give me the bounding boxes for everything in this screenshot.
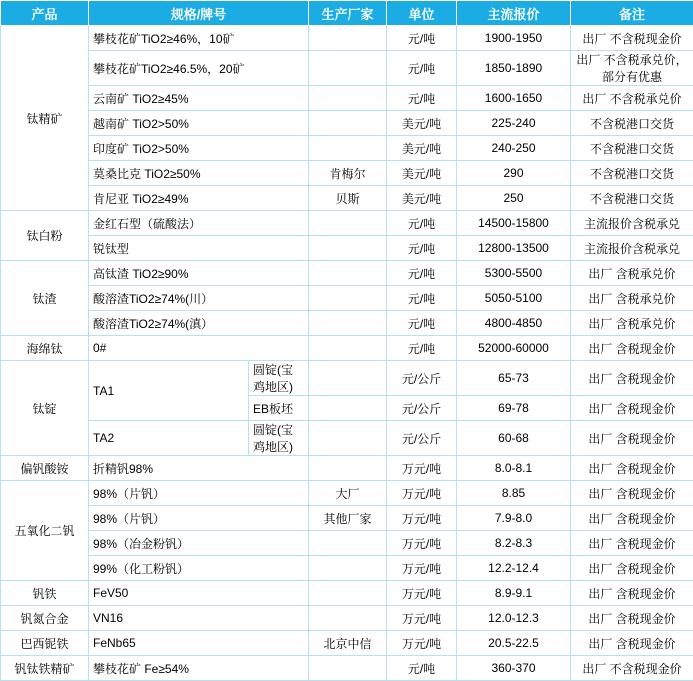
header-product: 产品: [1, 1, 89, 26]
spec-cell: TA2: [89, 421, 249, 456]
unit-cell: 元/公斤: [387, 421, 457, 456]
factory-cell: 北京中信: [309, 631, 387, 656]
spec-cell: 98%（片钒）: [89, 481, 309, 506]
factory-cell: [309, 286, 387, 311]
table-row: [1, 236, 693, 261]
unit-cell: 万元/吨: [387, 481, 457, 506]
table-row: [1, 86, 693, 111]
unit-cell: 元/吨: [387, 311, 457, 336]
price-cell: 290: [457, 161, 571, 186]
remark-cell: 出厂 含税现金价: [571, 456, 693, 481]
remark-cell: 出厂 含税现金价: [571, 581, 693, 606]
table-row: [1, 361, 693, 396]
spec-cell: 锐钛型: [89, 236, 309, 261]
table-row: [1, 581, 693, 606]
product-category-cell: 钛渣: [1, 261, 89, 336]
price-cell: 1900-1950: [457, 26, 571, 51]
unit-cell: 元/公斤: [387, 396, 457, 421]
factory-cell: [309, 421, 387, 456]
remark-cell: 出厂 含税现金价: [571, 421, 693, 456]
remark-cell: 不含税港口交货: [571, 136, 693, 161]
factory-cell: 贝斯: [309, 186, 387, 211]
table-row: [1, 111, 693, 136]
unit-cell: 元/吨: [387, 261, 457, 286]
remark-cell: 出厂 含税现金价: [571, 606, 693, 631]
price-cell: 20.5-22.5: [457, 631, 571, 656]
remark-cell: 出厂 不含税承兑价: [571, 86, 693, 111]
unit-cell: 万元/吨: [387, 556, 457, 581]
table-header-row: [1, 1, 693, 26]
unit-cell: 美元/吨: [387, 161, 457, 186]
remark-cell: 出厂 不含税承兑价，部分有优惠: [571, 51, 693, 86]
table-row: [1, 286, 693, 311]
unit-cell: 元/吨: [387, 211, 457, 236]
price-cell: 225-240: [457, 111, 571, 136]
factory-cell: 大厂: [309, 481, 387, 506]
factory-cell: [309, 581, 387, 606]
spec-cell: 酸溶渣TiO2≥74%(川）: [89, 286, 309, 311]
factory-cell: [309, 111, 387, 136]
remark-cell: 主流报价含税承兑: [571, 211, 693, 236]
factory-cell: [309, 606, 387, 631]
spec-cell: 攀枝花矿 Fe≥54%: [89, 656, 309, 681]
remark-cell: 出厂 含税现金价: [571, 506, 693, 531]
spec-cell: 肯尼亚 TiO2≥49%: [89, 186, 309, 211]
spec-cell: 折精钒98%: [89, 456, 309, 481]
price-cell: 240-250: [457, 136, 571, 161]
table-row: [1, 421, 693, 456]
factory-cell: [309, 136, 387, 161]
unit-cell: 万元/吨: [387, 531, 457, 556]
remark-cell: 出厂 含税现金价: [571, 631, 693, 656]
table-row: [1, 161, 693, 186]
product-category-cell: 钒氮合金: [1, 606, 89, 631]
header-remark: 备注: [571, 1, 693, 26]
spec-sub-cell: EB板坯: [249, 396, 309, 421]
spec-cell: 98%（片钒）: [89, 506, 309, 531]
remark-cell: 不含税港口交货: [571, 186, 693, 211]
remark-cell: 主流报价含税承兑: [571, 236, 693, 261]
price-cell: 60-68: [457, 421, 571, 456]
spec-cell: 金红石型（硫酸法）: [89, 211, 309, 236]
price-cell: 65-73: [457, 361, 571, 396]
product-category-cell: 偏钒酸铵: [1, 456, 89, 481]
table-row: [1, 26, 693, 51]
table-row: [1, 311, 693, 336]
factory-cell: [309, 51, 387, 86]
price-cell: 4800-4850: [457, 311, 571, 336]
unit-cell: 元/吨: [387, 286, 457, 311]
factory-cell: [309, 531, 387, 556]
table-row: [1, 336, 693, 361]
spec-cell: 99%（化工粉钒）: [89, 556, 309, 581]
product-category-cell: 钛精矿: [1, 26, 89, 211]
table-row: [1, 136, 693, 161]
price-cell: 1850-1890: [457, 51, 571, 86]
spec-cell: 98%（冶金粉钒）: [89, 531, 309, 556]
remark-cell: 出厂 含税承兑价: [571, 311, 693, 336]
price-cell: 8.85: [457, 481, 571, 506]
price-cell: 5050-5100: [457, 286, 571, 311]
spec-cell: 高钛渣 TiO2≥90%: [89, 261, 309, 286]
price-cell: 250: [457, 186, 571, 211]
unit-cell: 元/吨: [387, 236, 457, 261]
factory-cell: [309, 211, 387, 236]
spec-cell: VN16: [89, 606, 309, 631]
spec-cell: 云南矿 TiO2≥45%: [89, 86, 309, 111]
remark-cell: 出厂 含税承兑价: [571, 286, 693, 311]
table-row: [1, 456, 693, 481]
price-cell: 69-78: [457, 396, 571, 421]
table-row: [1, 531, 693, 556]
factory-cell: [309, 656, 387, 681]
table-row: [1, 51, 693, 86]
price-cell: 52000-60000: [457, 336, 571, 361]
table-row: [1, 556, 693, 581]
spec-cell: 攀枝花矿TiO2≥46.5%，20矿: [89, 51, 309, 86]
factory-cell: [309, 556, 387, 581]
table-row: [1, 211, 693, 236]
unit-cell: 元/吨: [387, 656, 457, 681]
unit-cell: 万元/吨: [387, 631, 457, 656]
spec-cell: FeV50: [89, 581, 309, 606]
factory-cell: 其他厂家: [309, 506, 387, 531]
table-row: [1, 186, 693, 211]
unit-cell: 元/吨: [387, 336, 457, 361]
remark-cell: 不含税港口交货: [571, 161, 693, 186]
spec-cell: TA1: [89, 361, 249, 421]
product-category-cell: 海绵钛: [1, 336, 89, 361]
factory-cell: [309, 311, 387, 336]
product-category-cell: 五氧化二钒: [1, 481, 89, 581]
table-row: [1, 656, 693, 681]
unit-cell: 万元/吨: [387, 581, 457, 606]
table-body: [1, 26, 693, 681]
unit-cell: 元/吨: [387, 51, 457, 86]
price-cell: 7.9-8.0: [457, 506, 571, 531]
factory-cell: [309, 396, 387, 421]
factory-cell: [309, 86, 387, 111]
price-cell: 8.9-9.1: [457, 581, 571, 606]
remark-cell: 出厂 含税现金价: [571, 481, 693, 506]
spec-cell: FeNb65: [89, 631, 309, 656]
remark-cell: 出厂 含税承兑价: [571, 261, 693, 286]
unit-cell: 元/吨: [387, 26, 457, 51]
unit-cell: 美元/吨: [387, 136, 457, 161]
spec-cell: 酸溶渣TiO2≥74%(滇）: [89, 311, 309, 336]
remark-cell: 出厂 不含税现金价: [571, 656, 693, 681]
product-category-cell: 钛锭: [1, 361, 89, 456]
price-cell: 14500-15800: [457, 211, 571, 236]
product-category-cell: 钛白粉: [1, 211, 89, 261]
factory-cell: [309, 336, 387, 361]
header-factory: 生产厂家: [309, 1, 387, 26]
header-spec: 规格/牌号: [89, 1, 309, 26]
table-row: [1, 506, 693, 531]
factory-cell: [309, 456, 387, 481]
price-cell: 8.2-8.3: [457, 531, 571, 556]
remark-cell: 出厂 含税现金价: [571, 556, 693, 581]
spec-cell: 越南矿 TiO2>50%: [89, 111, 309, 136]
price-cell: 12.0-12.3: [457, 606, 571, 631]
header-price: 主流报价: [457, 1, 571, 26]
factory-cell: [309, 361, 387, 396]
price-cell: 12800-13500: [457, 236, 571, 261]
remark-cell: 不含税港口交货: [571, 111, 693, 136]
product-category-cell: 钒铁: [1, 581, 89, 606]
spec-cell: 攀枝花矿TiO2≥46%，10矿: [89, 26, 309, 51]
unit-cell: 元/吨: [387, 86, 457, 111]
header-unit: 单位: [387, 1, 457, 26]
remark-cell: 出厂 含税现金价: [571, 336, 693, 361]
spec-cell: 印度矿 TiO2>50%: [89, 136, 309, 161]
spec-sub-cell: 圆锭(宝鸡地区): [249, 421, 309, 456]
remark-cell: 出厂 含税现金价: [571, 531, 693, 556]
factory-cell: [309, 261, 387, 286]
unit-cell: 美元/吨: [387, 111, 457, 136]
table-row: [1, 481, 693, 506]
price-cell: 8.0-8.1: [457, 456, 571, 481]
product-category-cell: 巴西铌铁: [1, 631, 89, 656]
unit-cell: 元/公斤: [387, 361, 457, 396]
unit-cell: 万元/吨: [387, 506, 457, 531]
table-row: [1, 631, 693, 656]
factory-cell: [309, 26, 387, 51]
spec-sub-cell: 圆锭(宝鸡地区): [249, 361, 309, 396]
remark-cell: 出厂 含税现金价: [571, 361, 693, 396]
price-cell: 12.2-12.4: [457, 556, 571, 581]
factory-cell: [309, 236, 387, 261]
spec-cell: 0#: [89, 336, 309, 361]
remark-cell: 出厂 不含税现金价: [571, 26, 693, 51]
unit-cell: 万元/吨: [387, 456, 457, 481]
price-cell: 360-370: [457, 656, 571, 681]
spec-cell: 莫桑比克 TiO2≥50%: [89, 161, 309, 186]
product-category-cell: 钒钛铁精矿: [1, 656, 89, 681]
price-cell: 1600-1650: [457, 86, 571, 111]
factory-cell: 肯梅尔: [309, 161, 387, 186]
table-row: [1, 261, 693, 286]
unit-cell: 美元/吨: [387, 186, 457, 211]
remark-cell: 出厂 含税现金价: [571, 396, 693, 421]
unit-cell: 万元/吨: [387, 606, 457, 631]
table-row: [1, 606, 693, 631]
price-cell: 5300-5500: [457, 261, 571, 286]
